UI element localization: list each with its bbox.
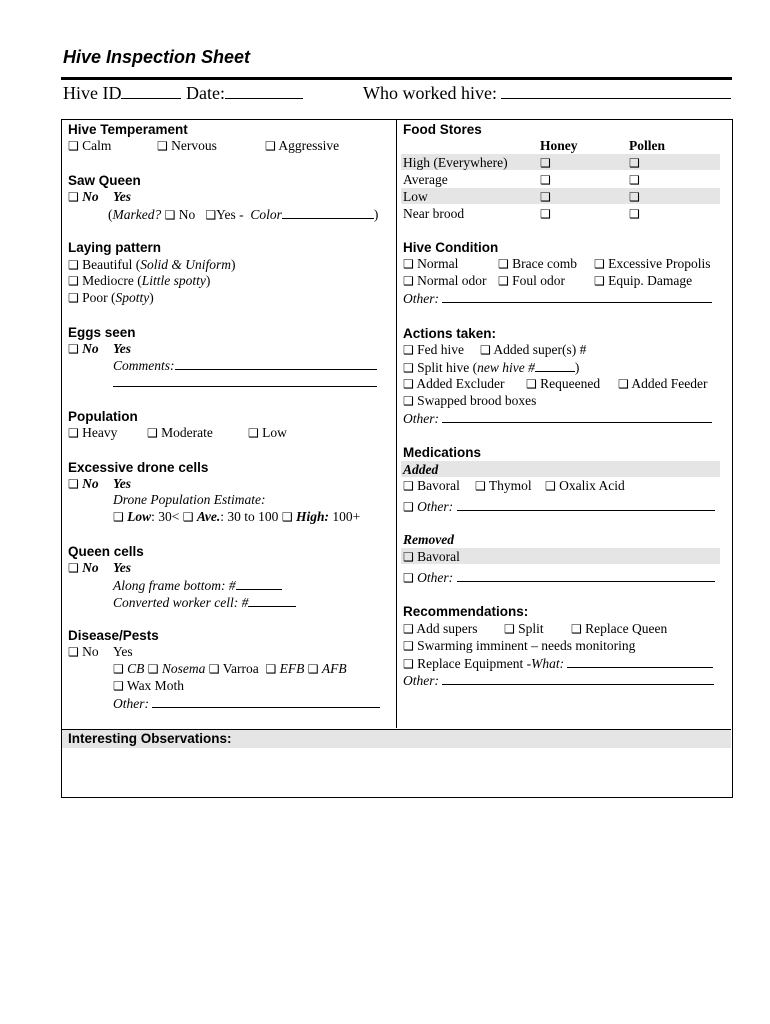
rec-replace-queen[interactable]: ❑ Replace Queen (571, 621, 668, 636)
laying-poor[interactable]: ❑ Poor (Spotty) (68, 290, 154, 305)
meds-removed-label: Removed (403, 532, 454, 547)
drone-estimate-options[interactable]: ❑ Low: 30< ❑ Ave.: 30 to 100 ❑ High: 100+ (113, 509, 361, 524)
disease-heading: Disease/Pests (68, 628, 159, 643)
meds-added-band (401, 461, 720, 477)
hive-id-label: Hive ID (63, 83, 122, 103)
hive-id-blank[interactable] (121, 82, 181, 99)
food-pollen-header: Pollen (629, 138, 665, 153)
meds-added-label: Added (403, 462, 439, 477)
queen-cells-no[interactable]: ❑ No (68, 560, 99, 575)
rec-replace-equipment[interactable]: ❑ Replace Equipment -What: (403, 655, 713, 672)
food-row-high: High (Everywhere) (403, 155, 508, 170)
condition-normal[interactable]: ❑ Normal (403, 256, 459, 271)
disease-types[interactable]: ❑ CB ❑ Nosema ❑ Varroa ❑ EFB ❑ AFB (113, 661, 347, 676)
laying-beautiful[interactable]: ❑ Beautiful (Solid & Uniform) (68, 257, 236, 272)
condition-heading: Hive Condition (403, 240, 499, 255)
action-requeened[interactable]: ❑ Requeened (526, 376, 601, 391)
drone-heading: Excessive drone cells (68, 460, 209, 475)
meds-thymol[interactable]: ❑ Thymol (475, 478, 532, 493)
meds-other[interactable]: ❑ Other: (403, 498, 715, 515)
eggs-yes[interactable]: Yes (113, 341, 131, 356)
temperament-calm[interactable]: ❑ Calm (68, 138, 112, 153)
rec-other[interactable]: Other: (403, 672, 714, 689)
drone-no[interactable]: ❑ No (68, 476, 99, 491)
hive-id-field[interactable] (63, 82, 303, 104)
food-honey-low-checkbox[interactable]: ❑ (540, 190, 551, 204)
food-row-average: Average (403, 172, 448, 187)
saw-queen-no[interactable]: ❑ No (68, 189, 99, 204)
condition-normal-odor[interactable]: ❑ Normal odor (403, 273, 487, 288)
saw-queen-heading: Saw Queen (68, 173, 141, 188)
condition-equip[interactable]: ❑ Equip. Damage (594, 273, 693, 288)
temperament-heading: Hive Temperament (68, 122, 188, 137)
food-honey-header: Honey (540, 138, 578, 153)
observations-area[interactable] (63, 748, 729, 794)
food-pollen-brood-checkbox[interactable]: ❑ (629, 207, 640, 221)
queen-cells-along[interactable]: Along frame bottom: # (113, 577, 282, 594)
meds-removed-other[interactable]: ❑ Other: (403, 569, 715, 586)
date-blank[interactable] (225, 82, 303, 99)
food-pollen-low-checkbox[interactable]: ❑ (629, 190, 640, 204)
action-swapped[interactable]: ❑ Swapped brood boxes (403, 393, 537, 408)
disease-yes[interactable]: Yes (113, 644, 133, 659)
drone-estimate-label: Drone Population Estimate: (113, 492, 266, 507)
date-label: Date: (185, 83, 225, 103)
population-moderate[interactable]: ❑ Moderate (147, 425, 213, 440)
laying-heading: Laying pattern (68, 240, 162, 255)
food-honey-high-checkbox[interactable]: ❑ (540, 156, 551, 170)
drone-yes[interactable]: Yes (113, 476, 131, 491)
recs-heading: Recommendations: (403, 604, 529, 619)
queen-cells-heading: Queen cells (68, 544, 144, 559)
rec-add-supers[interactable]: ❑ Add supers (403, 621, 478, 636)
column-divider (396, 119, 397, 728)
rec-split[interactable]: ❑ Split (504, 621, 544, 636)
condition-brace[interactable]: ❑ Brace comb (498, 256, 577, 271)
eggs-comments-blank-2[interactable] (113, 386, 377, 387)
who-field[interactable] (363, 82, 731, 104)
eggs-comments[interactable]: Comments: (113, 357, 377, 374)
rec-swarming[interactable]: ❑ Swarming imminent – needs monitoring (403, 638, 636, 653)
eggs-heading: Eggs seen (68, 325, 136, 340)
food-honey-average-checkbox[interactable]: ❑ (540, 173, 551, 187)
title-rule (61, 77, 732, 80)
observations-heading: Interesting Observations: (68, 731, 232, 746)
action-split[interactable]: ❑ Split hive (new hive # ) (403, 360, 580, 375)
population-heading: Population (68, 409, 138, 424)
saw-queen-marked[interactable]: (Marked? ❑ No ❑Yes - Color ) (108, 207, 379, 222)
queen-color-blank[interactable] (282, 206, 374, 219)
food-honey-brood-checkbox[interactable]: ❑ (540, 207, 551, 221)
food-row-band-3 (401, 188, 720, 204)
queen-cells-converted[interactable]: Converted worker cell: # (113, 594, 296, 611)
saw-queen-yes[interactable]: Yes (113, 189, 131, 204)
food-pollen-high-checkbox[interactable]: ❑ (629, 156, 640, 170)
condition-foul-odor[interactable]: ❑ Foul odor (498, 273, 566, 288)
eggs-comments-blank[interactable] (175, 357, 377, 370)
queen-cells-yes[interactable]: Yes (113, 560, 131, 575)
meds-heading: Medications (403, 445, 482, 460)
meds-removed-bavoral[interactable]: ❑ Bavoral (403, 549, 460, 564)
action-other[interactable]: Other: (403, 410, 712, 427)
condition-propolis[interactable]: ❑ Excessive Propolis (594, 256, 711, 271)
action-added-super[interactable]: ❑ Added super(s) # (480, 342, 587, 357)
action-feeder[interactable]: ❑ Added Feeder (618, 376, 708, 391)
population-low[interactable]: ❑ Low (248, 425, 287, 440)
meds-bavoral[interactable]: ❑ Bavoral (403, 478, 460, 493)
actions-heading: Actions taken: (403, 326, 497, 341)
food-pollen-average-checkbox[interactable]: ❑ (629, 173, 640, 187)
who-blank[interactable] (501, 82, 731, 99)
meds-oxalix[interactable]: ❑ Oxalix Acid (545, 478, 625, 493)
food-row-near-brood: Near brood (403, 206, 465, 221)
eggs-no[interactable]: ❑ No (68, 341, 99, 356)
temperament-aggressive[interactable]: ❑ Aggressive (265, 138, 340, 153)
disease-other[interactable]: Other: (113, 695, 380, 712)
population-heavy[interactable]: ❑ Heavy (68, 425, 118, 440)
disease-no[interactable]: ❑ No (68, 644, 99, 659)
food-row-low: Low (403, 189, 428, 204)
food-heading: Food Stores (403, 122, 482, 137)
action-fed[interactable]: ❑ Fed hive (403, 342, 465, 357)
condition-other[interactable]: Other: (403, 290, 712, 307)
page-title: Hive Inspection Sheet (63, 47, 251, 67)
disease-wax-moth[interactable]: ❑ Wax Moth (113, 678, 184, 693)
laying-mediocre[interactable]: ❑ Mediocre (Little spotty) (68, 273, 211, 288)
who-label: Who worked hive: (363, 83, 497, 103)
temperament-nervous[interactable]: ❑ Nervous (157, 138, 217, 153)
action-excluder[interactable]: ❑ Added Excluder (403, 376, 505, 391)
